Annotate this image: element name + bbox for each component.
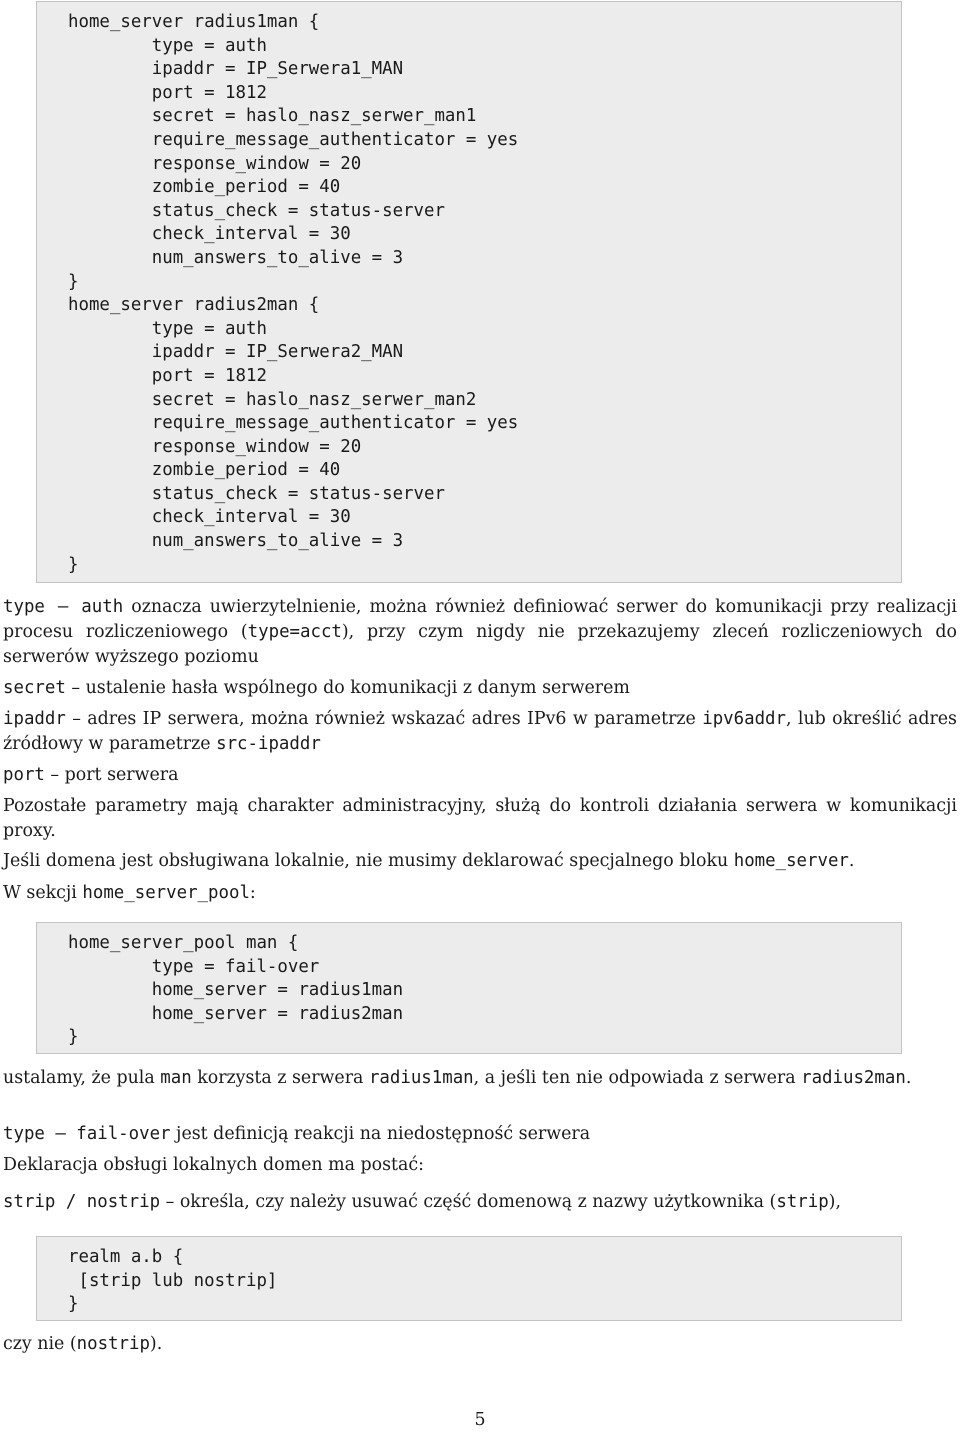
text: ), przy czym nigdy nie przekazujemy zleceń rozliczeniowych do serwerów wyższego poziomu (3, 622, 957, 667)
paragraph-jesli (3, 849, 957, 874)
code-radius2man: radius2man (801, 1068, 906, 1088)
code-type-acct: type=acct (247, 622, 342, 642)
code-secret: secret (3, 678, 66, 698)
code-home-servers: home_server radius1man { type = auth ipaddr = IP_Serwera1_MAN port = 1812 secret = haslo_nasz_serwer_man1 require_message_authenticator = yes response_window = 20 zombie_period = 40 status_check = status-server check_interval = 30 num_answers_to_alive = 3 } home_server radius2man { type = auth ipaddr = IP_Serwera2_MAN port = 1812 secret = haslo_nasz_serwer_man2 require_message_authenticator = yes response_window = 20 zombie_period = 40 status_check = status-server check_interval = 30 num_answers_to_alive = 3 } (68, 12, 519, 575)
code-block-realm (36, 1236, 902, 1321)
paragraph-deklaracja: Deklaracja obsługi lokalnych domen ma postać: (3, 1155, 424, 1175)
text: jest definicją reakcji na niedostępność serwera (170, 1124, 591, 1144)
code-strip: strip (776, 1192, 829, 1212)
code-realm: realm a.b { [strip lub nostrip] } (68, 1247, 278, 1315)
code-src-ipaddr: src-ipaddr (216, 734, 321, 754)
text: ), (828, 1192, 841, 1212)
code-man: man (160, 1068, 192, 1088)
paragraph-strip (3, 1190, 957, 1215)
code-ipv6addr: ipv6addr (702, 709, 786, 729)
text: . (848, 851, 855, 871)
text: , a jeśli ten nie odpowiada z serwera (473, 1068, 802, 1088)
paragraph-sekcji (3, 881, 957, 906)
code-radius1man: radius1man (368, 1068, 474, 1088)
text: : (249, 883, 256, 903)
paragraph-czy-nie (3, 1332, 957, 1357)
code-block-home-server-pool (36, 922, 902, 1054)
text: – port serwera (44, 765, 179, 785)
code-nostrip: nostrip (76, 1334, 150, 1354)
text: W sekcji (3, 883, 83, 903)
paragraph-ustalamy (3, 1066, 957, 1091)
code-block-home-servers (36, 1, 902, 583)
paragraph-secret (3, 676, 957, 701)
text: Jeśli domena jest obsługiwana lokalnie, nie musimy deklarować specjalnego bloku (3, 851, 734, 871)
text: oznacza uwierzytelnienie, można również definiować serwer do komunikacji przy realizacji procesu rozliczeniowego ( (3, 597, 957, 642)
paragraph-port (3, 763, 957, 788)
text: – adres IP serwera, można również wskazać adres IPv6 w parametrze (65, 709, 703, 729)
text: ustalamy, że pula (3, 1068, 161, 1088)
text: ). (149, 1334, 163, 1354)
text: czy nie ( (3, 1334, 77, 1354)
text: – określa, czy należy usuwać część domenową z nazwy użytkownika ( (160, 1192, 777, 1212)
paragraph-failover (3, 1122, 957, 1147)
paragraph-ipaddr (3, 707, 957, 757)
code-ipaddr: ipaddr (3, 709, 66, 729)
text: – ustalenie hasła wspólnego do komunikacji z danym serwerem (65, 678, 630, 698)
code-type-auth: type – auth (3, 597, 124, 617)
text: . (905, 1068, 912, 1088)
text: , lub określić adres źródłowy w parametrze (3, 709, 957, 754)
code-home-server: home_server (733, 851, 849, 871)
code-port: port (3, 765, 45, 785)
text: korzysta z serwera (191, 1068, 369, 1088)
code-home-server-pool: home_server_pool man { type = fail-over home_server = radius1man home_server = radius2man } (68, 933, 404, 1048)
paragraph-type (3, 595, 957, 670)
paragraph-pozostale: Pozostałe parametry mają charakter administracyjny, służą do kontroli działania serwera w komunikacji proxy. (3, 796, 957, 841)
code-type-fail-over: type – fail-over (3, 1124, 171, 1144)
code-home-server-pool: home_server_pool (82, 883, 250, 903)
code-strip-nostrip: strip / nostrip (3, 1192, 161, 1212)
page-number: 5 (474, 1410, 486, 1430)
